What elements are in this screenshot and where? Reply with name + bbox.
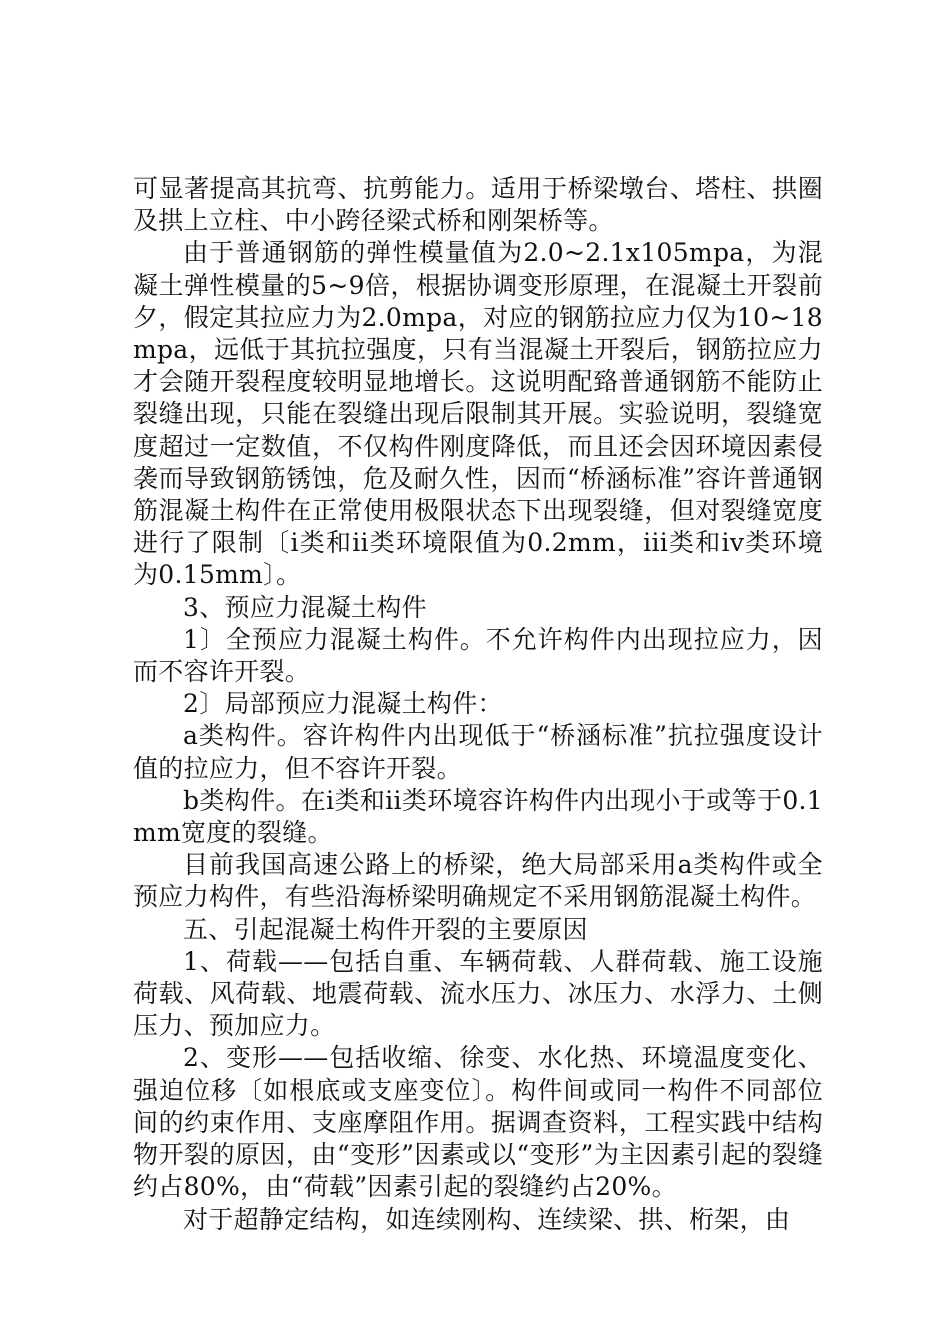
paragraph-4: 1〕全预应力混凝土构件。不允许构件内出现拉应力，因而不容许开裂。	[133, 624, 823, 687]
paragraph-5: 2〕局部预应力混凝土构件：	[183, 689, 503, 719]
paragraph-6: a类构件。容许构件内出现低于“桥涵标准”抗拉强度设计值的拉应力，但不容许开裂。	[133, 721, 823, 783]
document-body	[133, 173, 823, 1236]
paragraph-9: 五、引起混凝土构件开裂的主要原因	[183, 914, 588, 944]
paragraph-12: 对于超静定结构，如连续刚构、连续梁、拱、桁架，由	[183, 1204, 791, 1234]
paragraph-11: 2、变形——包括收缩、徐变、水化热、环境温度变化、强迫位移〔如根底或支座变位〕。构件间或同一构件不同部位间的约束作用、支座摩阻作用。据调查资料，工程实践中结构物开裂的原因，由“变形”因素或以“变形”为主因素引起的裂缝约占80%，由“荷载”因素引起的裂缝约占20%。	[133, 1043, 823, 1202]
paragraph-7: b类构件。在i类和ii类环境容许构件内出现小于或等于0.1mm宽度的裂缝。	[133, 785, 823, 848]
paragraph-1: 可显著提高其抗弯、抗剪能力。适用于桥梁墩台、塔柱、拱圈及拱上立柱、中小跨径梁式桥和刚架桥等。	[133, 174, 823, 236]
paragraph-3: 3、预应力混凝土构件	[183, 592, 427, 622]
paragraph-10: 1、荷载——包括自重、车辆荷载、人群荷载、施工设施荷载、风荷载、地震荷载、流水压力、冰压力、水浮力、土侧压力、预加应力。	[133, 946, 823, 1041]
paragraph-2: 由于普通钢筋的弹性模量值为2.0~2.1x105mpa，为混凝土弹性模量的5~9倍，根据协调变形原理，在混凝土开裂前夕，假定其拉应力为2.0mpa，对应的钢筋拉应力仅为10~18mpa，远低于其抗拉强度，只有当混凝土开裂后，钢筋拉应力才会随开裂程度较明显地增长。这说明配臵普通钢筋不能防止裂缝出现，只能在裂缝出现后限制其开展。实验说明，裂缝宽度超过一定数值，不仅构件刚度降低，而且还会因环境因素侵袭而导致钢筋锈蚀，危及耐久性，因而“桥涵标准”容许普通钢筋混凝土构件在正常使用极限状态下出现裂缝，但对裂缝宽度进行了限制〔i类和ii类环境限值为0.2mm，iii类和iv类环境为0.15mm〕。	[133, 238, 823, 590]
paragraph-8: 目前我国高速公路上的桥梁，绝大局部采用a类构件或全预应力构件，有些沿海桥梁明确规定不采用钢筋混凝土构件。	[133, 850, 823, 912]
